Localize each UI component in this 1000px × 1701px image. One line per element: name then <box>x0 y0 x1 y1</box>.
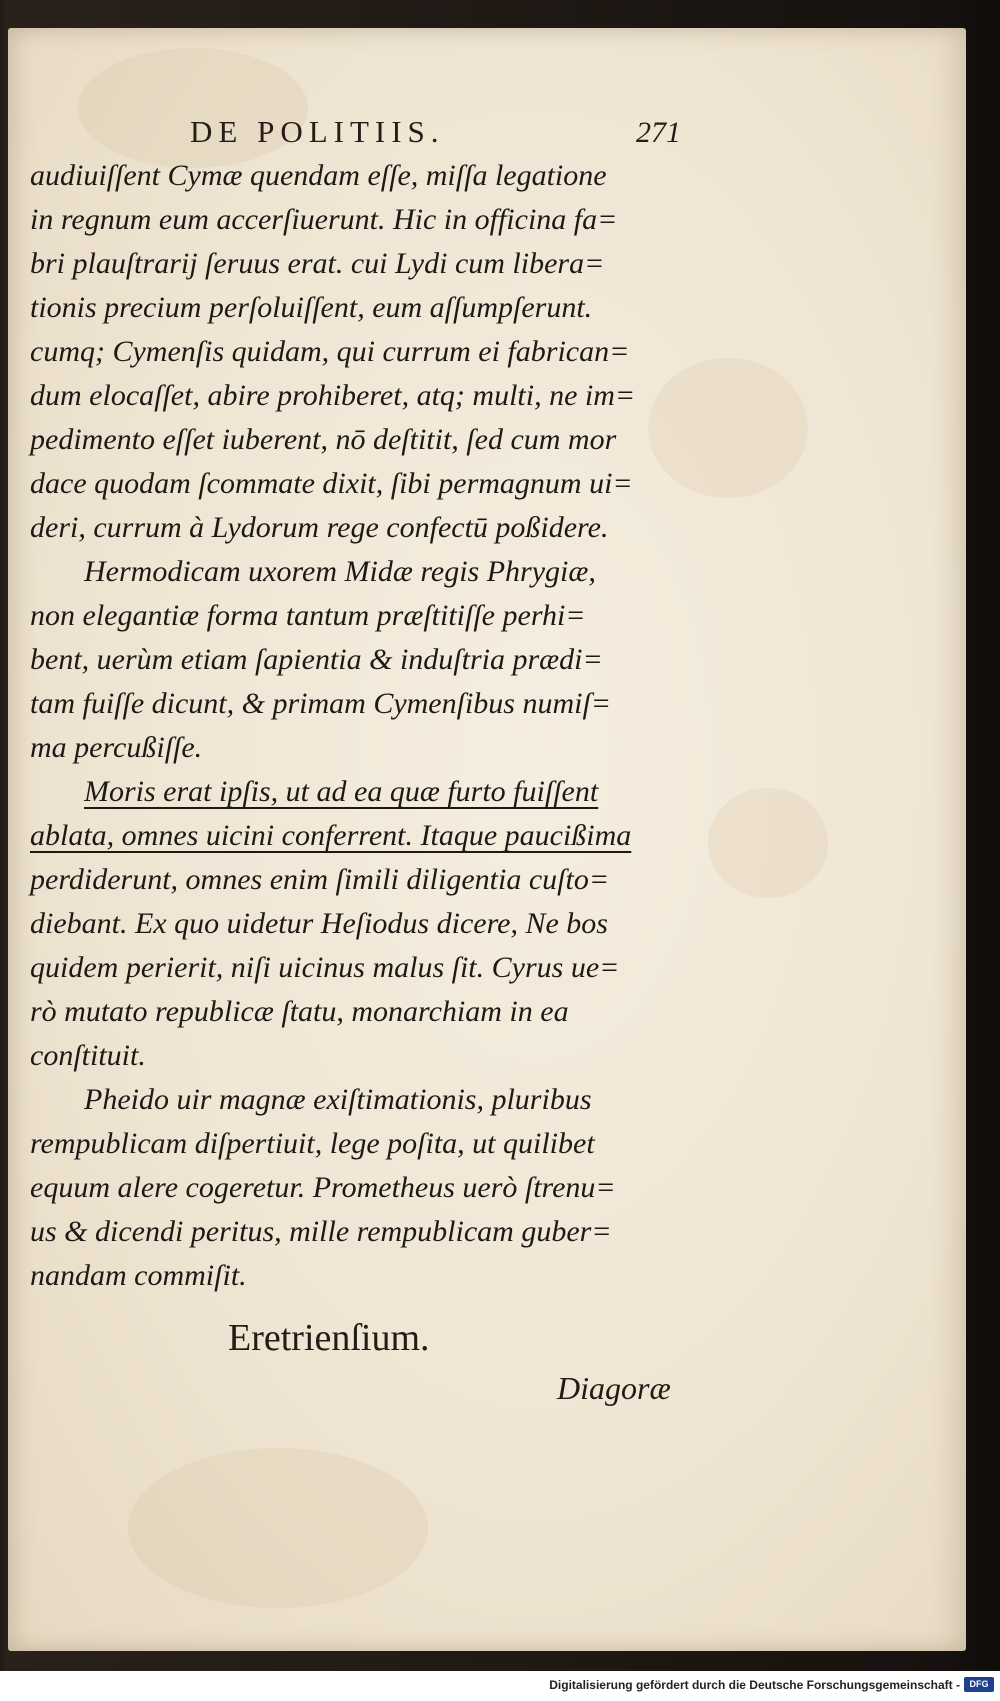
text-line: diebant. Ex quo uidetur Heſiodus dicere, Ne bos <box>30 907 608 940</box>
text-line: us & dicendi peritus, mille rempublicam guber= <box>30 1215 612 1248</box>
text-line: in regnum eum accerſiuerunt. Hic in officina fa= <box>30 203 618 236</box>
paper-stain <box>708 788 828 898</box>
dfg-logo: DFG <box>964 1677 994 1692</box>
text-line: dace quodam ſcommate dixit, ſibi permagnum ui= <box>30 467 633 500</box>
text-line: deri, currum à Lydorum rege confectū poßidere. <box>30 511 609 544</box>
text-line: quidem perierit, niſi uicinus malus ſit. Cyrus ue= <box>30 951 620 984</box>
text-line: dum elocaſſet, abire prohiberet, atq; multi, ne im= <box>30 379 636 412</box>
text-line: audiuiſſent Cymæ quendam eſſe, miſſa legatione <box>30 159 607 192</box>
text-line: ma percußiſſe. <box>30 731 203 764</box>
page-number: 271 <box>636 116 681 149</box>
text-line: bri plauſtrarij ſeruus erat. cui Lydi cum libera= <box>30 247 605 280</box>
text-line: non elegantiæ forma tantum præſtitiſſe perhi= <box>30 599 586 632</box>
text-line: conſtituit. <box>30 1039 146 1072</box>
underlined-line: Moris erat ipſis, ut ad ea quæ furto fuiſſent <box>84 775 599 808</box>
text-line: nandam commiſit. <box>30 1259 247 1292</box>
paper-stain <box>78 48 308 168</box>
running-head: DE POLITIIS. <box>190 114 445 149</box>
text-line: tionis precium perſoluiſſent, eum aſſumpſerunt. <box>30 291 593 324</box>
text-line: rempublicam diſpertiuit, lege poſita, ut quilibet <box>30 1127 595 1160</box>
text-line: rò mutato republicæ ſtatu, monarchiam in ea <box>30 995 569 1028</box>
digitization-footer <box>0 1671 1000 1701</box>
funding-credit: Digitalisierung gefördert durch die Deutsche Forschungsgemeinschaft - <box>549 1678 960 1692</box>
text-line: bent, uerùm etiam ſapientia & induſtria prædi= <box>30 643 603 676</box>
text-line: pedimento eſſet iuberent, nō deſtitit, ſed cum mor <box>30 423 617 456</box>
text-line: cumq; Cymenſis quidam, qui currum ei fabrican= <box>30 335 630 368</box>
underlined-line: ablata, omnes uicini conferrent. Itaque paucißima <box>30 819 632 852</box>
paragraph-start-line: Hermodicam uxorem Midæ regis Phrygiæ, <box>84 555 596 588</box>
catchword: Diagoræ <box>557 1370 671 1406</box>
text-line: equum alere cogeretur. Prometheus uerò ſtrenu= <box>30 1171 616 1204</box>
body-text <box>30 154 710 1298</box>
paragraph-start-line: Pheido uir magnæ exiſtimationis, pluribus <box>84 1083 592 1116</box>
text-line: tam fuiſſe dicunt, & primam Cymenſibus numiſ= <box>30 687 612 720</box>
paper-stain <box>128 1448 428 1608</box>
text-line: perdiderunt, omnes enim ſimili diligentia cuſto= <box>30 863 610 896</box>
section-heading: Eretrienſium. <box>228 1317 430 1359</box>
